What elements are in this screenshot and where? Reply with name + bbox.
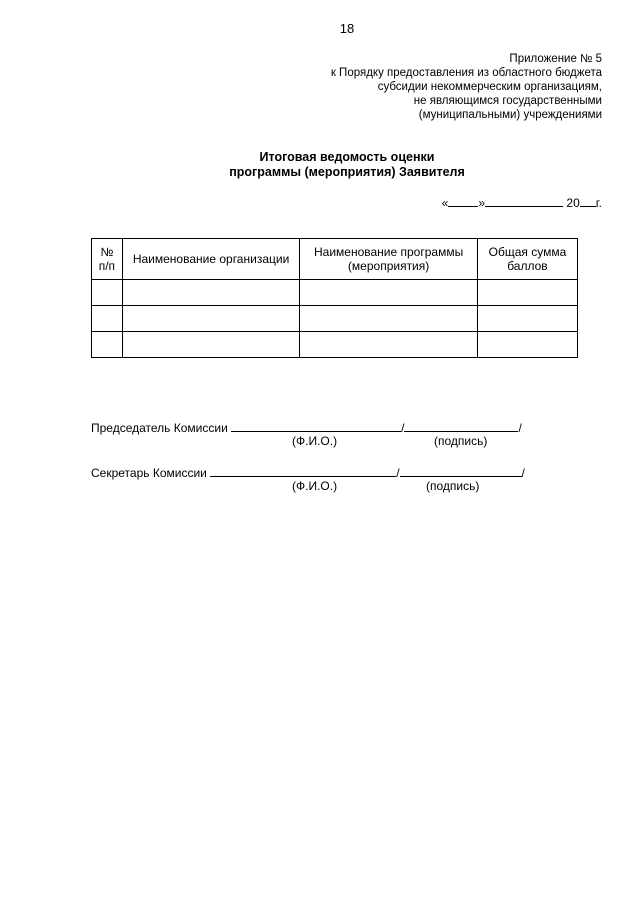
table-cell[interactable] bbox=[477, 332, 577, 358]
appendix-header bbox=[331, 52, 602, 122]
table-row bbox=[92, 280, 578, 306]
table-row bbox=[92, 306, 578, 332]
table-cell[interactable] bbox=[300, 306, 478, 332]
chairman-label: Председатель Комиссии bbox=[91, 421, 228, 435]
secretary-separator-end: / bbox=[521, 466, 525, 480]
chairman-fio-caption: (Ф.И.О.) bbox=[292, 434, 338, 448]
score-table bbox=[91, 238, 578, 358]
table-cell[interactable] bbox=[92, 280, 123, 306]
table-cell[interactable] bbox=[122, 306, 300, 332]
secretary-signature-row bbox=[91, 464, 525, 480]
chairman-separator: / bbox=[401, 421, 405, 435]
title-line-2: программы (мероприятия) Заявителя bbox=[229, 165, 465, 179]
appendix-line: (муниципальными) учреждениями bbox=[418, 109, 602, 121]
chairman-signature-blank[interactable] bbox=[404, 419, 518, 432]
table-cell[interactable] bbox=[300, 332, 478, 358]
year-suffix: г. bbox=[595, 196, 602, 210]
year-blank[interactable] bbox=[580, 194, 596, 207]
header-organization: Наименование организации bbox=[122, 239, 300, 280]
chairman-signature-caption: (подпись) bbox=[434, 434, 488, 448]
date-line bbox=[442, 194, 602, 210]
secretary-signature-blank[interactable] bbox=[400, 464, 522, 477]
table-cell[interactable] bbox=[477, 306, 577, 332]
day-blank[interactable] bbox=[448, 194, 478, 207]
appendix-line: не являющимся государственными bbox=[413, 95, 602, 107]
table-cell[interactable] bbox=[92, 306, 123, 332]
chairman-fio-blank[interactable] bbox=[231, 419, 401, 432]
appendix-line: Приложение № 5 bbox=[509, 53, 602, 65]
table-cell[interactable] bbox=[300, 280, 478, 306]
date-close-quote: » bbox=[478, 196, 486, 210]
year-prefix: 20 bbox=[566, 196, 580, 210]
secretary-separator: / bbox=[396, 466, 400, 480]
appendix-line: субсидии некоммерческим организациям, bbox=[377, 81, 602, 93]
document-title bbox=[0, 150, 640, 180]
date-open-quote: « bbox=[441, 196, 449, 210]
chairman-separator-end: / bbox=[518, 421, 522, 435]
header-number: № п/п bbox=[92, 239, 123, 280]
table-cell[interactable] bbox=[92, 332, 123, 358]
appendix-line: к Порядку предоставления из областного бюджета bbox=[330, 67, 602, 79]
page-number: 18 bbox=[339, 21, 355, 36]
table-header-row bbox=[92, 239, 578, 280]
secretary-fio-blank[interactable] bbox=[210, 464, 396, 477]
header-program: Наименование программы (мероприятия) bbox=[300, 239, 478, 280]
table-cell[interactable] bbox=[122, 280, 300, 306]
table-row bbox=[92, 332, 578, 358]
secretary-label: Секретарь Комиссии bbox=[91, 466, 207, 480]
secretary-signature-caption: (подпись) bbox=[426, 479, 480, 493]
secretary-fio-caption: (Ф.И.О.) bbox=[292, 479, 338, 493]
month-blank[interactable] bbox=[485, 194, 563, 207]
header-total-score: Общая сумма баллов bbox=[477, 239, 577, 280]
table-cell[interactable] bbox=[122, 332, 300, 358]
chairman-signature-row bbox=[91, 419, 522, 435]
title-line-1: Итоговая ведомость оценки bbox=[259, 150, 435, 164]
table-cell[interactable] bbox=[477, 280, 577, 306]
